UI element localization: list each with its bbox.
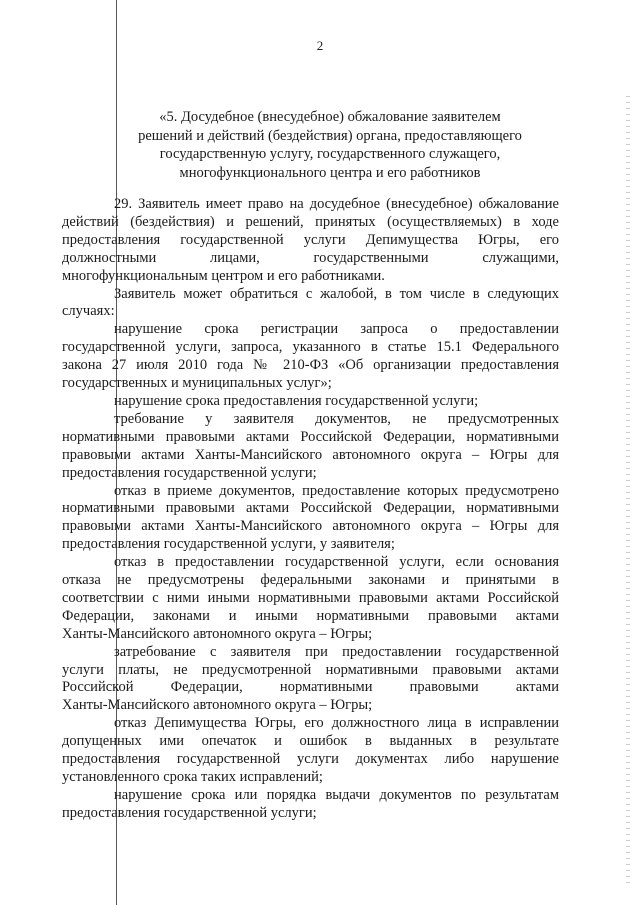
text-line: Заявитель может обратиться с жалобой, в том числе в следующих <box>114 285 559 302</box>
paragraph <box>62 411 559 483</box>
text-line: отказ в предоставлении государственной услуги, если основания <box>114 554 559 571</box>
text-line: закона 27 июля 2010 года № 210-ФЗ «Об организации предоставления <box>62 357 559 374</box>
text-line: правовыми актами Ханты-Мансийского автономного округа – Югры для <box>62 446 559 463</box>
text-line: допущенных ими опечаток и ошибок в выданных в результате <box>62 733 559 750</box>
paragraph <box>62 715 559 787</box>
text-line: государственной услуги, запроса, указанного в статье 15.1 Федерального <box>62 339 559 356</box>
paragraph <box>62 483 559 555</box>
text-line: отказ Депимущества Югры, его должностного лица в исправлении <box>114 715 559 732</box>
scan-edge-marks <box>626 96 630 886</box>
text-line: отказа не предусмотрены федеральными законами и принятыми в <box>62 572 559 589</box>
text-line: предоставления государственной услуги; <box>62 464 317 481</box>
text-line: действий (бездействия) и решений, принятых (осуществляемых) в ходе <box>62 213 559 230</box>
text-line: правовыми актами Ханты-Мансийского автономного округа – Югры для <box>62 518 559 535</box>
paragraph <box>62 554 559 644</box>
paragraph <box>62 286 559 322</box>
heading-line: государственную услугу, государственного служащего, <box>159 146 501 163</box>
paragraph <box>62 644 559 716</box>
text-line: установленного срока таких исправлений; <box>62 769 323 785</box>
heading-line: «5. Досудебное (внесудебное) обжалование заявителем <box>159 109 501 125</box>
page-number: 2 <box>316 38 324 53</box>
text-line: отказ в приеме документов, предоставление которых предусмотрено <box>114 482 559 499</box>
text-line: нарушение срока регистрации запроса о предоставлении <box>114 321 559 338</box>
text-line: требование у заявителя документов, не предусмотренных <box>114 410 559 427</box>
heading-line: решений и действий (бездействия) органа, предоставляющего <box>138 127 522 144</box>
text-line: Российской Федерации, нормативными правовыми актами <box>62 679 559 696</box>
text-line: государственных и муниципальных услуг»; <box>62 375 332 392</box>
text-line: 29. Заявитель имеет право на досудебное (внесудебное) обжалование <box>114 196 559 212</box>
text-line: предоставления государственной услуги документах либо нарушение <box>62 751 559 768</box>
paragraph <box>62 196 559 286</box>
text-line: затребование с заявителя при предоставлении государственной <box>114 643 559 660</box>
heading-line: многофункционального центра и его работников <box>179 164 481 181</box>
text-line: предоставления государственной услуги, у заявителя; <box>62 536 395 553</box>
text-line: предоставления государственной услуги Депимущества Югры, его <box>62 231 559 248</box>
text-line: нормативными правовыми актами Российской Федерации, нормативными <box>62 500 559 517</box>
text-line: Ханты-Мансийского автономного округа – Югры; <box>62 625 373 642</box>
text-line: многофункциональным центром и его работниками. <box>62 267 385 284</box>
paragraph <box>62 393 559 411</box>
document-body <box>62 196 559 823</box>
text-line: соответствии с ними иными нормативными правовыми актами Российской <box>62 589 559 606</box>
text-line: Ханты-Мансийского автономного округа – Югры; <box>62 697 373 714</box>
text-line: предоставления государственной услуги; <box>62 804 317 821</box>
text-line: случаях: <box>62 303 115 320</box>
text-line: должностными лицами, государственными служащими, <box>62 249 559 266</box>
text-line: нарушение срока или порядка выдачи документов по результатам <box>114 786 559 803</box>
text-line: нарушение срока предоставления государственной услуги; <box>114 392 479 409</box>
section-heading <box>60 108 600 182</box>
paragraph <box>62 321 559 393</box>
text-line: Федерации, законами и иными нормативными правовыми актами <box>62 607 559 624</box>
text-line: нормативными правовыми актами Российской Федерации, нормативными <box>62 428 559 445</box>
paragraph <box>62 787 559 823</box>
text-line: услуги платы, не предусмотренной нормативными правовыми актами <box>62 661 559 678</box>
